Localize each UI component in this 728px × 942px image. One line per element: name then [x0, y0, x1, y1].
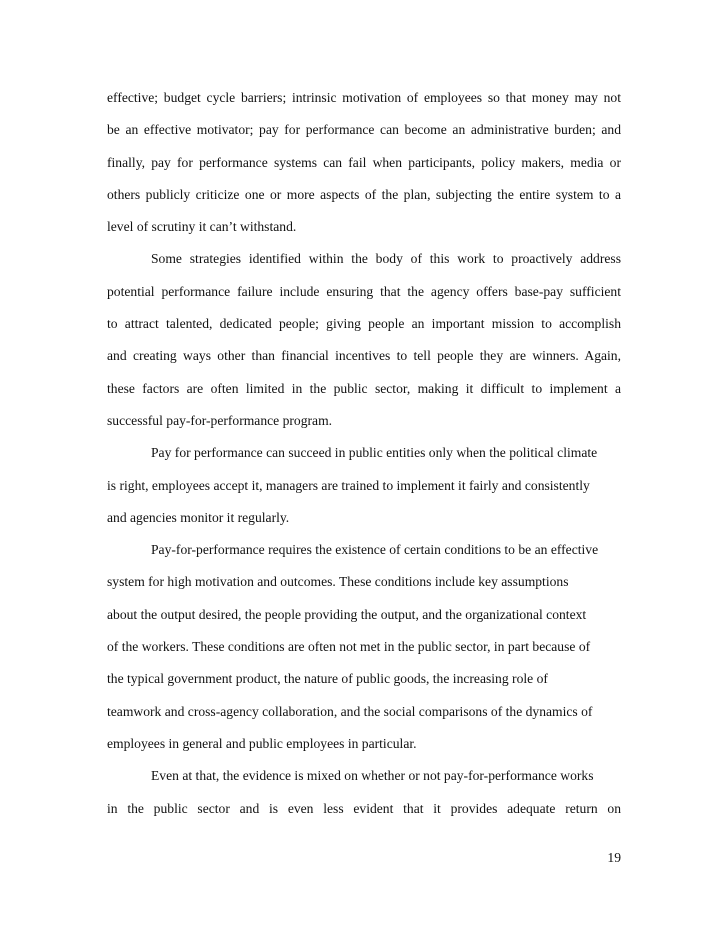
text-line: teamwork and cross-agency collaboration, and the social comparisons of the dynamics of: [107, 703, 593, 719]
text-line: system for high motivation and outcomes. These conditions include key assumptions: [107, 574, 569, 590]
text-line: the typical government product, the nature of public goods, the increasing role of: [107, 671, 548, 687]
text-line: level of scrutiny it can’t withstand.: [107, 219, 297, 235]
paragraph-start-line: Pay for performance can succeed in public entities only when the political climate: [151, 445, 598, 461]
text-line: be an effective motivator; pay for performance can become an administrative burden; and: [107, 122, 621, 138]
text-line: about the output desired, the people providing the output, and the organizational context: [107, 606, 587, 622]
text-line: these factors are often limited in the public sector, making it difficult to implement a: [107, 380, 621, 396]
text-line: successful pay-for-performance program.: [107, 412, 333, 428]
text-line: and agencies monitor it regularly.: [107, 509, 290, 525]
text-line: of the workers. These conditions are often not met in the public sector, in part because of: [107, 639, 591, 655]
paragraph-start-line: Some strategies identified within the body of this work to proactively address: [151, 251, 621, 267]
paragraph-start-line: Pay-for-performance requires the existence of certain conditions to be an effective: [151, 542, 599, 558]
text-line: others publicly criticize one or more aspects of the plan, subjecting the entire system to a: [107, 186, 621, 202]
paragraph-start-line: Even at that, the evidence is mixed on whether or not pay-for-performance works: [151, 768, 594, 784]
body-text: [107, 82, 621, 825]
text-line: in the public sector and is even less evident that it provides adequate return on: [107, 800, 621, 816]
text-line: potential performance failure include ensuring that the agency offers base-pay sufficient: [107, 283, 621, 299]
text-line: finally, pay for performance systems can fail when participants, policy makers, media or: [107, 154, 621, 170]
text-line: to attract talented, dedicated people; giving people an important mission to accomplish: [107, 316, 621, 332]
text-line: employees in general and public employees in particular.: [107, 735, 417, 751]
text-line: effective; budget cycle barriers; intrinsic motivation of employees so that money may not: [107, 90, 621, 105]
text-line: is right, employees accept it, managers are trained to implement it fairly and consistently: [107, 477, 590, 493]
page-number: 19: [607, 850, 621, 865]
text-line: and creating ways other than financial incentives to tell people they are winners. Again,: [107, 348, 621, 364]
